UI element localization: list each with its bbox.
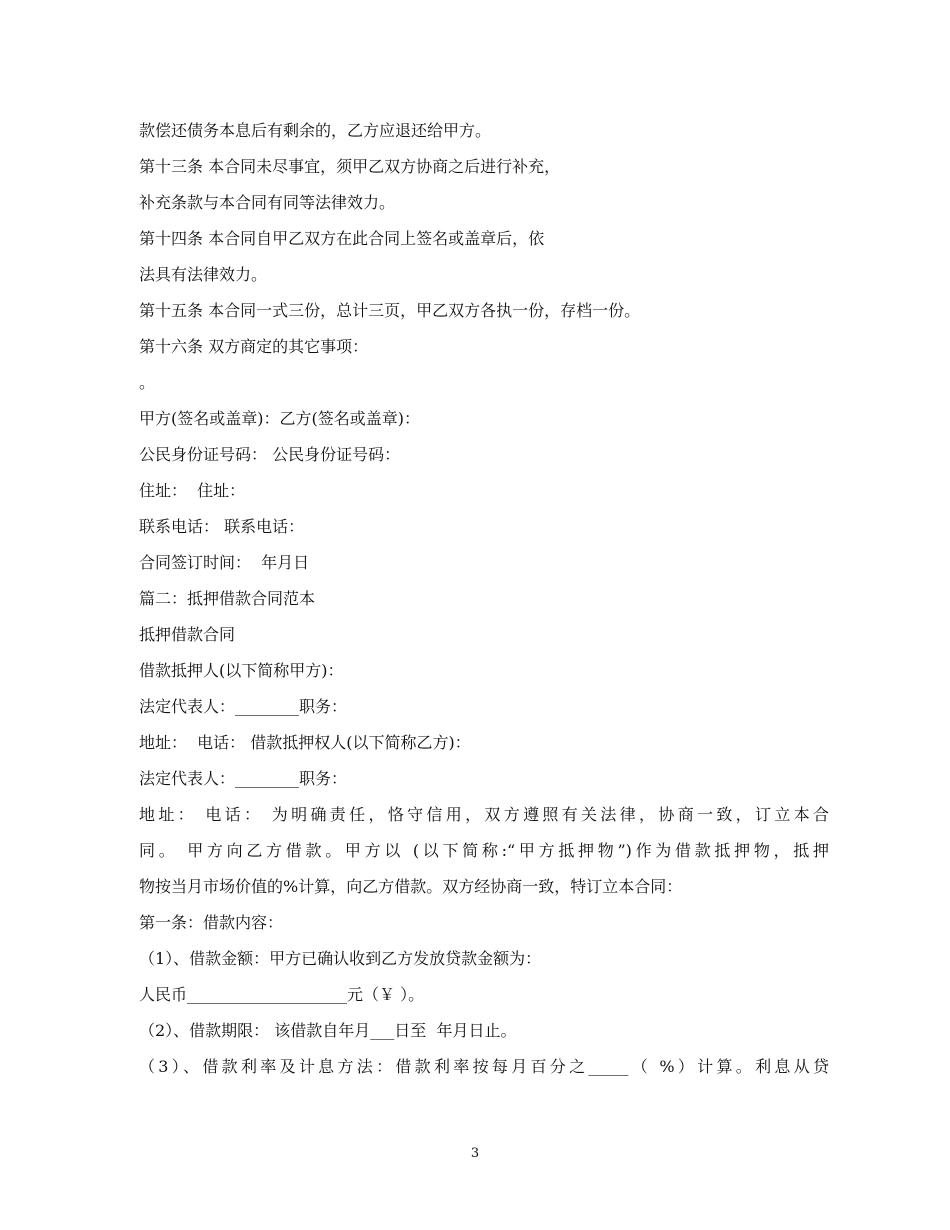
text-line: 第十五条 本合同一式三份，总计三页，甲乙双方各执一份，存档一份。 — [139, 301, 641, 320]
text-line: 借款抵押人(以下简称甲方)： — [139, 661, 344, 680]
text-line: 住址： 住址： — [139, 481, 246, 500]
text-line: （2）、借款期限： 该借款自年月___日至 年月日止。 — [139, 1021, 517, 1040]
text-line: 。 — [139, 373, 156, 392]
text-line: 法定代表人：________职务： — [139, 697, 348, 716]
text-line: （3）、借款利率及计息方法：借款利率按每月百分之_____（ %）计算。利息从贷 — [139, 1057, 829, 1076]
text-line: 法具有法律效力。 — [139, 265, 268, 284]
text-line: 第十四条 本合同自甲乙双方在此合同上签名或盖章后，依 — [139, 229, 545, 248]
text-line: 地址： 电话： 借款抵押权人(以下简称乙方)： — [139, 733, 471, 752]
text-line: 公民身份证号码： 公民身份证号码： — [139, 445, 401, 464]
text-line: （1）、借款金额：甲方已确认收到乙方发放贷款金额为： — [139, 949, 542, 968]
text-line: 补充条款与本合同有同等法律效力。 — [139, 193, 396, 212]
contract-title: 抵押借款合同 — [139, 625, 236, 644]
text-line: 地址： 电话： 为明确责任，恪守信用，双方遵照有关法律，协商一致，订立本合 — [139, 805, 829, 824]
text-line: 人民币____________________元（￥ ）。 — [139, 985, 425, 1004]
text-line: 第十三条 本合同未尽事宜，须甲乙双方协商之后进行补充， — [139, 157, 561, 176]
text-line: 第十六条 双方商定的其它事项： — [139, 337, 369, 356]
text-line: 合同签订时间： 年月日 — [139, 553, 310, 572]
text-line: 法定代表人：________职务： — [139, 769, 348, 788]
text-line: 联系电话： 联系电话： — [139, 517, 305, 536]
section-heading: 篇二：抵押借款合同范本 — [139, 589, 316, 608]
page-number: 3 — [470, 1146, 480, 1161]
text-line: 款偿还债务本息后有剩余的，乙方应退还给甲方。 — [139, 121, 492, 140]
text-line: 甲方(签名或盖章)：乙方(签名或盖章)： — [139, 409, 420, 428]
text-line: 第一条：借款内容： — [139, 913, 284, 932]
text-line: 同。 甲方向乙方借款。甲方以 (以下简称:“甲方抵押物”)作为借款抵押物，抵押 — [139, 841, 829, 860]
document-body — [139, 113, 829, 1085]
text-line: 物按当月市场价值的%计算，向乙方借款。双方经协商一致，特订立本合同： — [139, 877, 683, 896]
